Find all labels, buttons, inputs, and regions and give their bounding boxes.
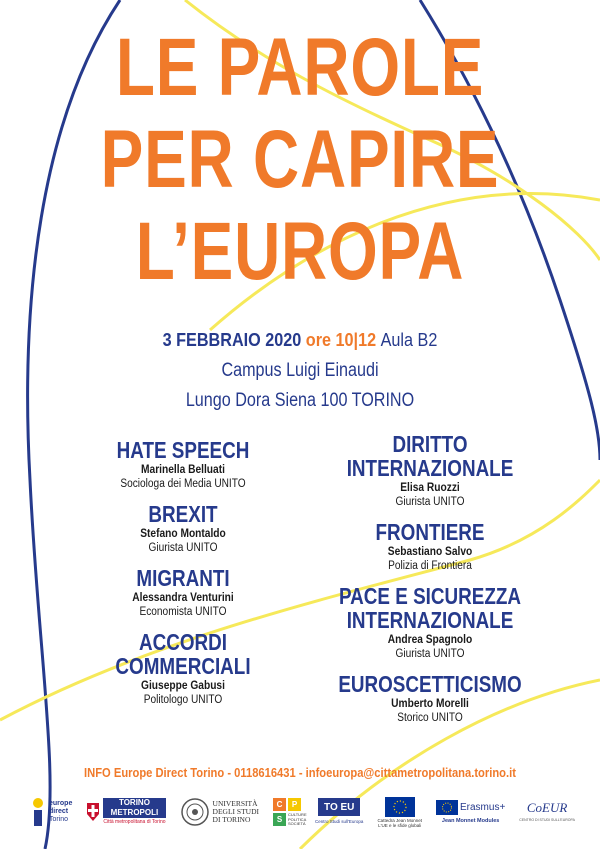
topic-brexit — [73, 502, 293, 556]
topic-euroscetticismo — [305, 672, 555, 726]
topic-hate-speech — [73, 438, 293, 492]
speaker-role: Polizia di Frontiera — [388, 560, 472, 572]
topic-title: HATE SPEECH — [116, 437, 250, 463]
europe-direct-icon — [30, 797, 46, 827]
speaker-role: Giurista UNITO — [148, 542, 218, 554]
cps-s: S — [273, 813, 286, 826]
erasmus-main: Erasmus+ — [459, 801, 506, 813]
coeur-main: CoEUR — [526, 800, 568, 815]
speaker-name: Stefano Montaldo — [140, 526, 226, 540]
topic-title: BREXIT — [148, 501, 218, 527]
cps-p: P — [288, 798, 301, 811]
title-line-3: L’EUROPA — [135, 206, 465, 297]
coeur-logo — [519, 794, 575, 830]
topic-title-line-2: COMMERCIALI — [115, 653, 251, 679]
jean-monnet-logo — [377, 794, 422, 830]
topic-title-line-1: DIRITTO — [392, 431, 468, 457]
topic-diritto-internazionale — [305, 432, 555, 510]
europe-direct-line-3: Torino — [49, 816, 69, 823]
toeu-main: TO EU — [318, 798, 360, 816]
topic-title-line-1: ACCORDI — [138, 629, 228, 655]
eu-flag-icon — [436, 800, 458, 815]
torino-metropoli-logo — [86, 794, 165, 830]
event-address: Lungo Dora Siena 100 TORINO — [185, 390, 415, 411]
event-campus: Campus Luigi Einaudi — [221, 360, 379, 381]
erasmus-logo — [436, 794, 505, 830]
event-date: 3 FEBBRAIO 2020 — [162, 330, 302, 350]
right-topics-column — [305, 432, 555, 736]
cps-logo — [273, 794, 307, 830]
unito-line-1: UNIVERSITÀ — [212, 799, 258, 808]
unito-line-3: DI TORINO — [212, 815, 251, 824]
toeu-logo — [315, 794, 363, 830]
coeur-sub: CENTRO DI STUDI SULL'EUROPA — [519, 818, 575, 822]
speaker-name: Marinella Belluati — [141, 462, 225, 476]
partner-logos — [30, 792, 575, 832]
title-line-2: PER CAPIRE — [100, 114, 500, 205]
speaker-name: Alessandra Venturini — [132, 590, 234, 604]
speaker-role: Economista UNITO — [139, 606, 227, 618]
topic-accordi-commerciali — [73, 630, 293, 708]
europe-direct-line-1: europe — [49, 800, 73, 807]
speaker-name: Elisa Ruozzi — [400, 480, 460, 494]
cps-text-1: CULTURE — [288, 812, 307, 817]
topic-migranti — [73, 566, 293, 620]
topic-title-line-2: INTERNAZIONALE — [346, 455, 514, 481]
speaker-role: Politologo UNITO — [143, 694, 223, 706]
torino-metropoli-line-1: TORINO — [103, 798, 165, 808]
speaker-name: Giuseppe Gabusi — [141, 678, 225, 692]
university-seal-icon — [180, 797, 210, 827]
speaker-role: Giurista UNITO — [395, 648, 465, 660]
topic-frontiere — [305, 520, 555, 574]
topic-pace-e-sicurezza — [305, 584, 555, 662]
unito-logo — [180, 794, 259, 830]
eu-flag-icon — [385, 797, 415, 817]
topic-title: FRONTIERE — [375, 519, 485, 545]
cps-text-3: SOCIETÀ — [288, 821, 306, 826]
torino-metropoli-sub: Città metropolitana di Torino — [103, 819, 166, 825]
cps-c: C — [273, 798, 286, 811]
left-topics-column — [73, 438, 293, 718]
toeu-sub: Centro Studi sull'Europa — [315, 819, 364, 824]
erasmus-sub: Jean Monnet Modules — [441, 817, 500, 824]
torino-metropoli-line-2: METROPOLI — [103, 808, 165, 818]
poster-title — [66, 22, 534, 298]
event-time: ore 10|12 — [305, 330, 377, 350]
topic-title-line-1: PACE E SICUREZZA — [339, 583, 521, 609]
speaker-name: Andrea Spagnolo — [387, 632, 473, 646]
speaker-role: Sociologa dei Media UNITO — [120, 478, 246, 490]
speaker-role: Storico UNITO — [397, 712, 463, 724]
speaker-role: Giurista UNITO — [395, 496, 465, 508]
topic-title: EUROSCETTICISMO — [338, 671, 522, 697]
info-contact-line: INFO Europe Direct Torino - 0118616431 - infoeuropa@cittametropolitana.torino.it — [84, 765, 516, 780]
jean-monnet-line-2: L'UE e le sfide globali — [378, 822, 422, 828]
cps-text-2: POLITICA — [288, 816, 307, 822]
topic-title: MIGRANTI — [136, 565, 230, 591]
date-line — [30, 330, 570, 351]
jean-monnet-line-1: Cattedra Jean Monnet — [377, 817, 422, 823]
speaker-name: Sebastiano Salvo — [387, 544, 473, 558]
event-room: Aula B2 — [380, 330, 438, 350]
topic-title-line-2: INTERNAZIONALE — [346, 607, 514, 633]
europe-direct-logo — [30, 794, 72, 830]
europe-direct-line-2: direct — [49, 808, 69, 815]
unito-line-2: DEGLI STUDI — [212, 807, 259, 816]
speaker-name: Umberto Morelli — [391, 696, 469, 710]
title-line-1: LE PAROLE — [115, 22, 485, 113]
shield-icon — [86, 802, 100, 822]
